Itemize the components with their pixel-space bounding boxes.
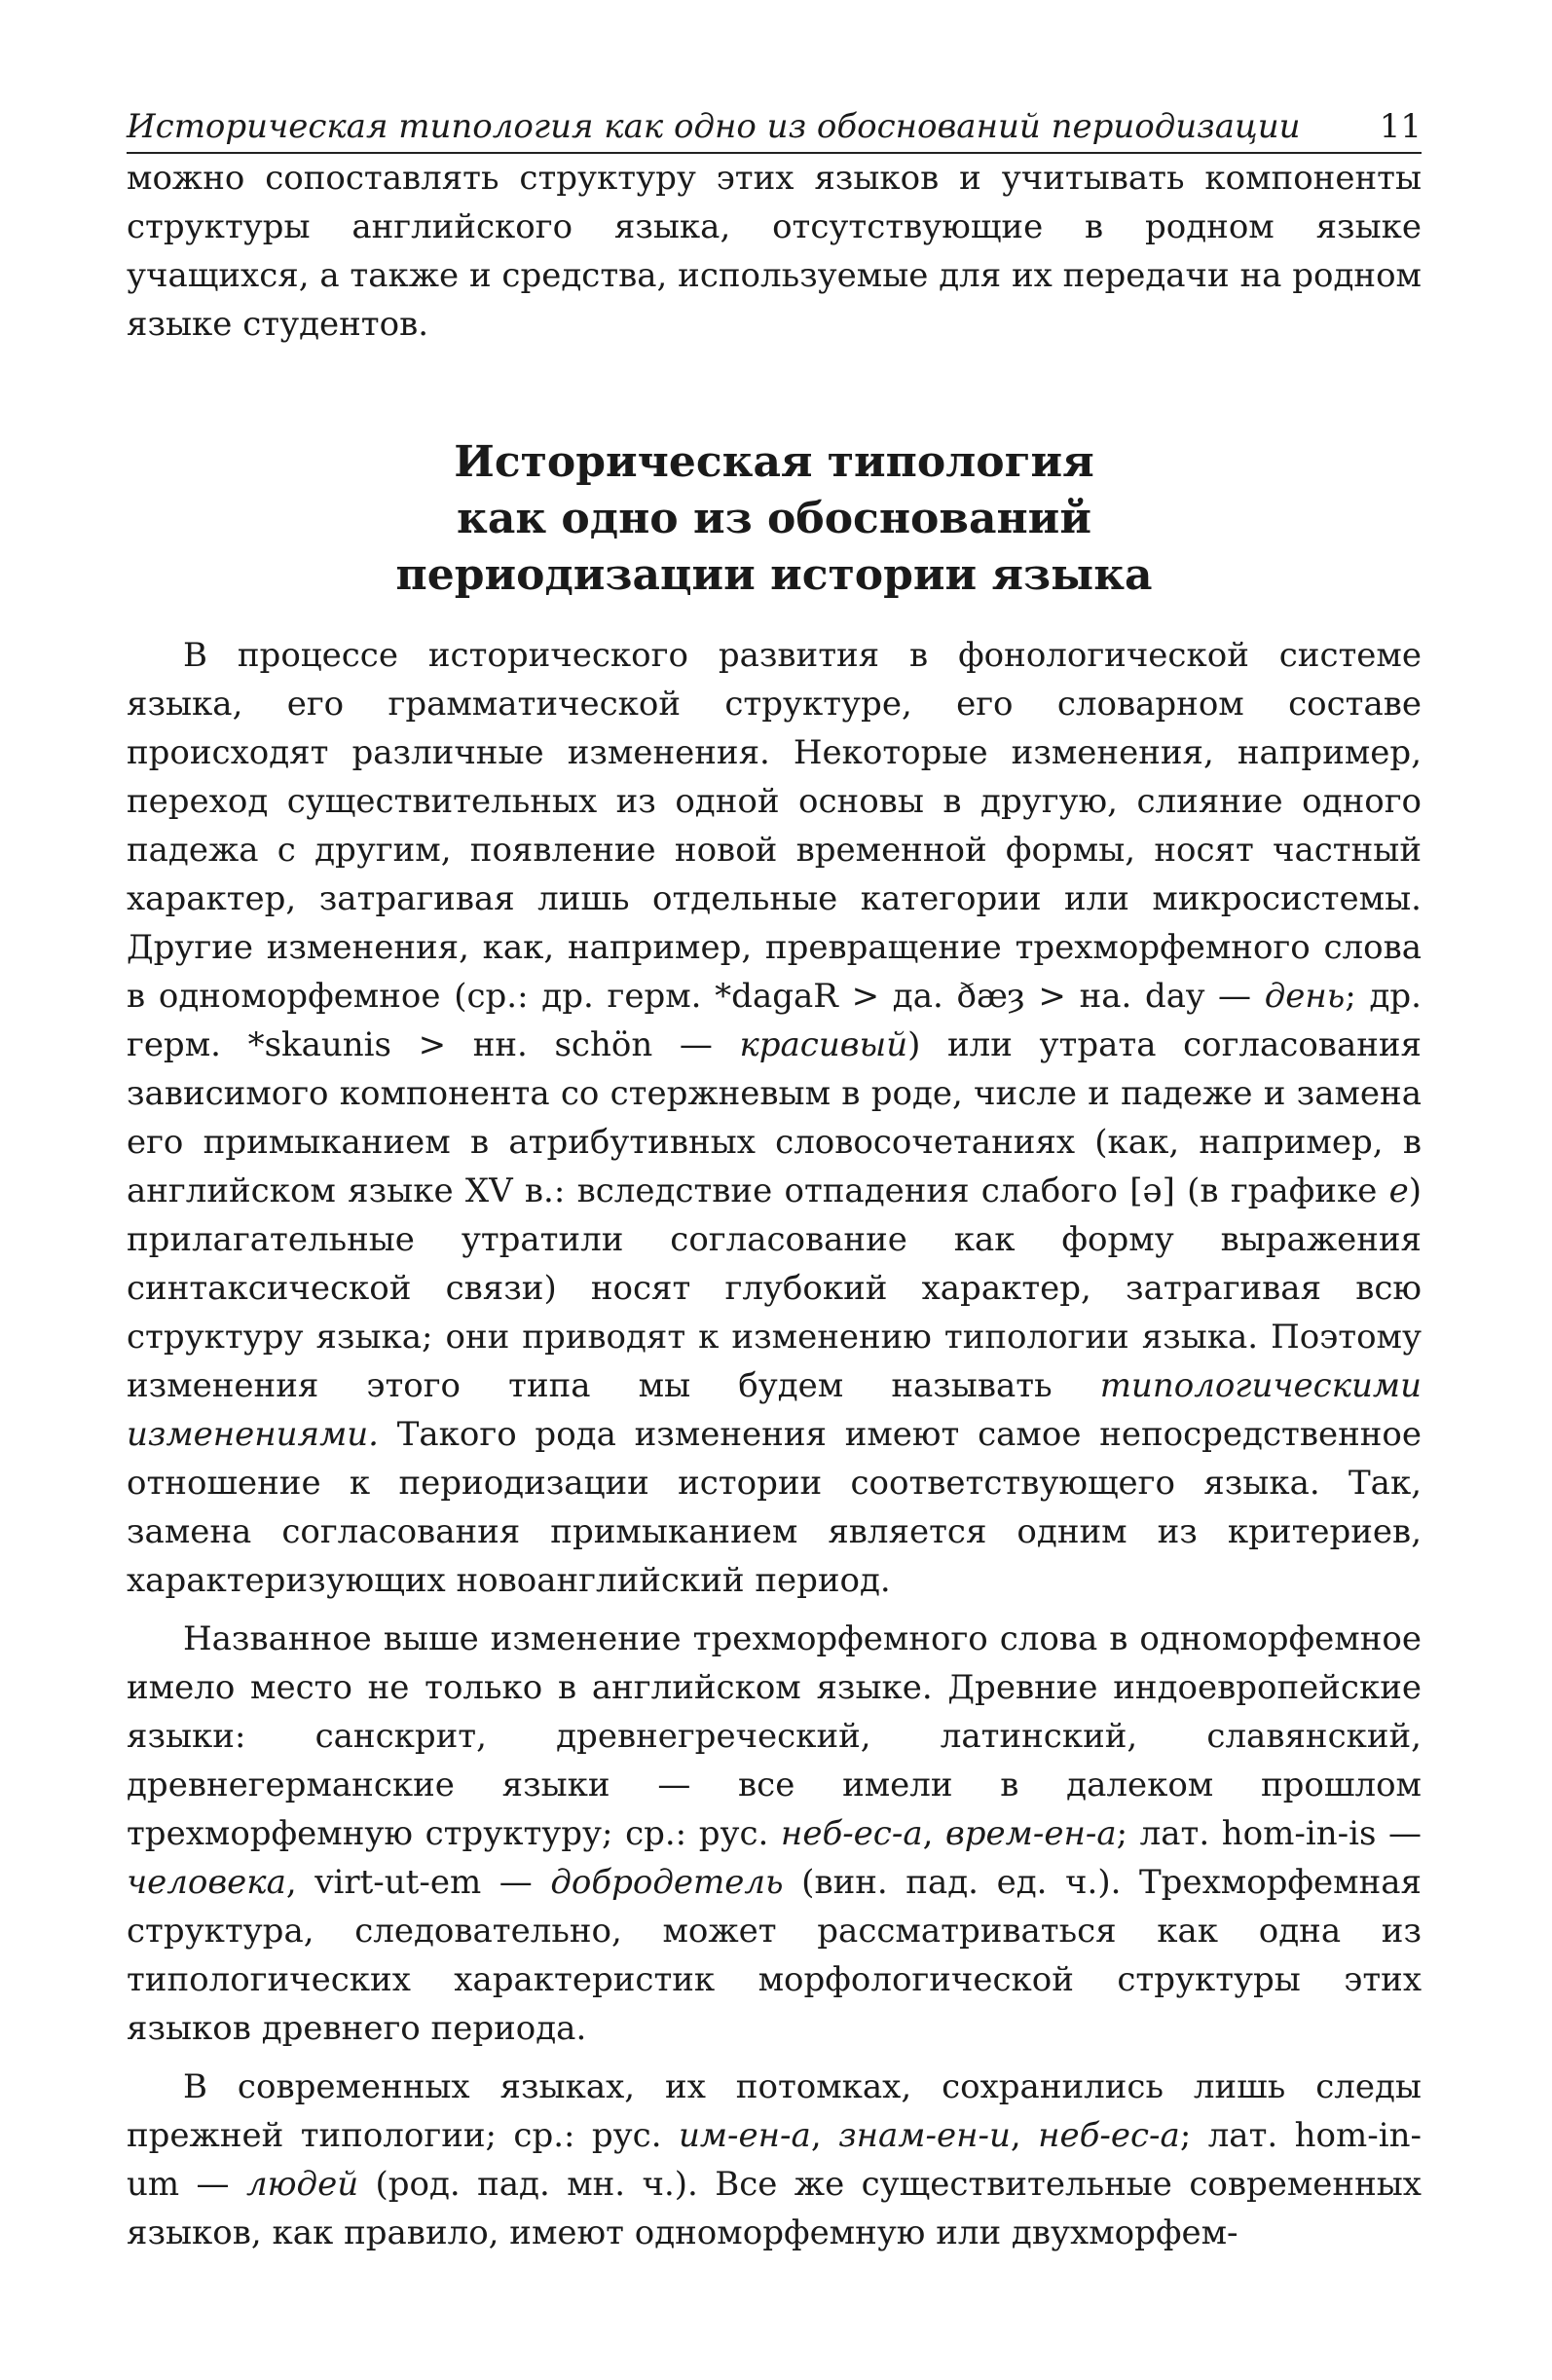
body-text <box>127 154 1422 2257</box>
p1-italic-4: типологическими изменениями. <box>127 1366 1422 1454</box>
p2-italic-3: человека <box>127 1863 286 1902</box>
running-title: Историческая типология как одно из обоснований периодизации <box>127 107 1301 146</box>
p1-text-d: ) прилагательные утратили согласование как форму выражения синтаксической связи) носят глубокий характер, затрагивая всю структуру языка; они приводят к изменению типологии языка. Поэтому изменения этого типа мы будем называть <box>127 1171 1422 1405</box>
p3-italic-2: знам-ен-и <box>838 2116 1011 2155</box>
paragraph-3 <box>127 2063 1422 2257</box>
p2-text-d: , virt-ut-em — <box>285 1863 551 1902</box>
p1-text-c: ) или утрата согласования зависимого компонента со стержневым в роде, числе и падеже и замена его примыканием в атрибутивных словосочетаниях (как, например, в английском языке XV в.: вследствие отпадения слабого [ə] (в графике <box>127 1025 1422 1210</box>
section-title-line-3: периодизации истории языка <box>395 550 1153 600</box>
p2-italic-2: врем-ен-а <box>945 1814 1117 1853</box>
p3-italic-1: им-ен-а <box>678 2116 811 2155</box>
p3-text-a: В современных языках, их потомках, сохранились лишь следы прежней типологии; ср.: рус. <box>127 2067 1422 2155</box>
p2-italic-1: неб-ес-а <box>780 1814 923 1853</box>
paragraph-1 <box>127 631 1422 1605</box>
p1-italic-3: e <box>1388 1171 1409 1210</box>
p1-text-e: Такого рода изменения имеют самое непосредственное отношение к периодизации истории соответствующего языка. Так, замена согласования примыканием является одним из критериев, характеризующих новоанглийский период. <box>127 1415 1422 1600</box>
running-header <box>127 107 1422 154</box>
section-title-line-2: как одно из обоснований <box>457 494 1091 543</box>
p2-text-a: Названное выше изменение трехморфемного слова в одноморфемное имело место не только в английском языке. Древние индоевропейские языки: санскрит, древнегреческий, латинский, славянский, древнегерманские языки — все имели в далеком прошлом трехморфемную структуру; ср.: рус. <box>127 1619 1422 1853</box>
p3-text-d: ; лат. hom-in-um — <box>127 2116 1422 2204</box>
p3-text-e: (род. пад. мн. ч.). Все же существительные современных языков, как правило, имеют одноморфемную или двухморфем- <box>127 2165 1422 2252</box>
p3-italic-4: людей <box>245 2165 359 2204</box>
paragraph-2 <box>127 1615 1422 2053</box>
p3-italic-3: неб-ес-а <box>1038 2116 1180 2155</box>
p2-text-c: ; лат. hom-in-is — <box>1116 1814 1422 1853</box>
page <box>127 107 1422 2257</box>
section-title-line-1: Историческая типология <box>454 437 1094 487</box>
page-number: 11 <box>1379 107 1422 146</box>
p2-italic-4: добродетель <box>550 1863 784 1902</box>
p3-text-c: , <box>1010 2116 1039 2155</box>
section-title <box>127 434 1422 604</box>
p1-italic-2: красивый <box>739 1025 908 1064</box>
p1-text-a: В процессе исторического развития в фонологической системе языка, его грамматической структуре, его словарном составе происходят различные изменения. Некоторые изменения, например, переход существительных из одной основы в другую, слияние одного падежа с другим, появление новой временной формы, носят частный характер, затрагивая лишь отдельные категории или микросистемы. Другие изменения, как, например, превращение трехморфемного слова в одноморфемное (ср.: др. герм. *dagaR > да. ðæȝ > на. day — <box>127 636 1422 1016</box>
intro-paragraph: можно сопоставлять структуру этих языков и учитывать компоненты структуры английского языка, отсутствующие в родном языке учащихся, а также и средства, используемые для их передачи на родном языке студентов. <box>127 159 1422 344</box>
p3-text-b: , <box>810 2116 839 2155</box>
p2-text-e: (вин. пад. ед. ч.). Трехморфемная структура, следовательно, может рассматриваться как одна из типологических характеристик морфологической структуры этих языков древнего периода. <box>127 1863 1422 2048</box>
p1-italic-1: день <box>1264 977 1346 1016</box>
p1-text-b: ; др. герм. *skaunis > нн. schön — <box>127 977 1422 1064</box>
p2-text-b: , <box>922 1814 945 1853</box>
